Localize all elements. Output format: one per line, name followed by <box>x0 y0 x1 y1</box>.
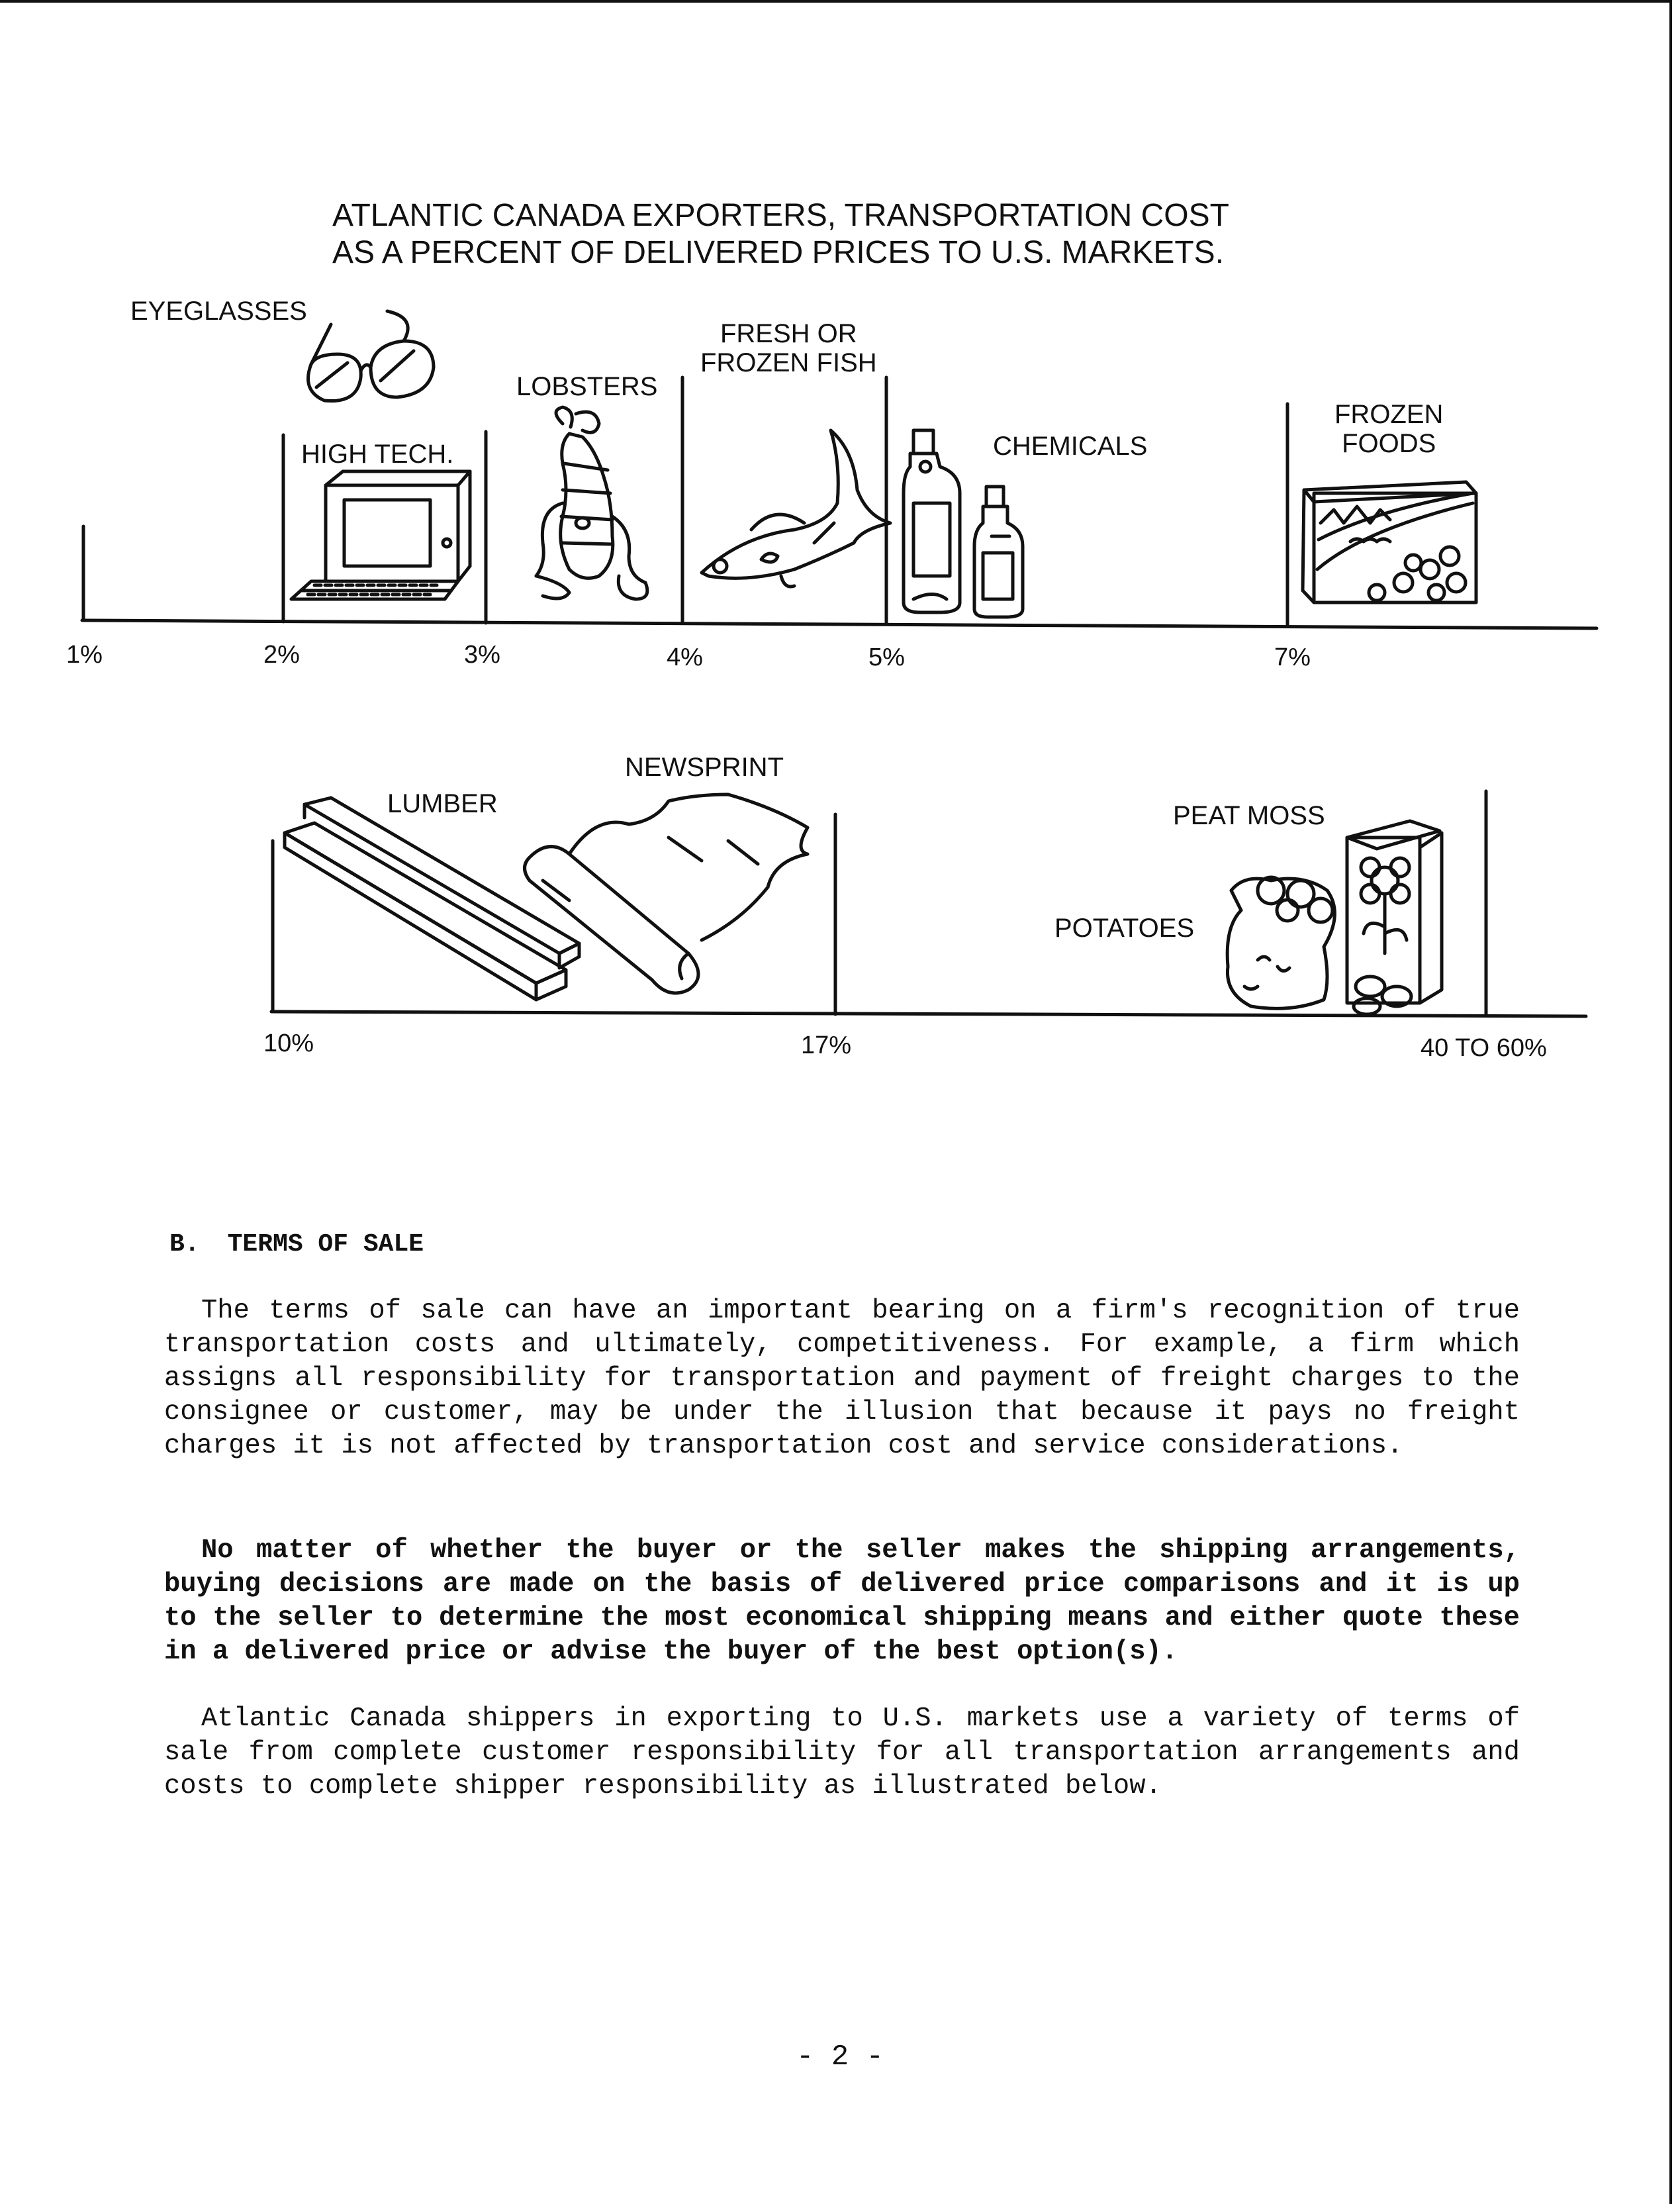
tick-10pct: 10% <box>263 1030 314 1057</box>
section-heading <box>169 1230 424 1259</box>
tick-3pct: 3% <box>464 641 500 669</box>
label-fish-line-2: FROZEN FISH <box>700 348 877 377</box>
tick-7pct: 7% <box>1274 644 1311 671</box>
label-frozen-foods <box>1334 400 1443 458</box>
computer-icon <box>291 471 470 599</box>
chart-title-line-2: AS A PERCENT OF DELIVERED PRICES TO U.S. MARKETS. <box>332 235 1225 270</box>
label-chemicals: CHEMICALS <box>993 432 1148 461</box>
label-fish-line-1: FRESH OR <box>720 319 857 348</box>
tick-5pct: 5% <box>868 644 905 671</box>
tick-4pct: 4% <box>667 644 703 671</box>
tick-1pct: 1% <box>66 641 103 669</box>
peat-moss-box-icon <box>1347 821 1442 1003</box>
label-eyeglasses: EYEGLASSES <box>130 297 307 326</box>
paragraph-1 <box>164 1294 1520 1463</box>
section-title: TERMS OF SALE <box>227 1230 424 1259</box>
lobster-icon <box>536 407 647 599</box>
paragraph-2-text: No matter of whether the buyer or the seller makes the shipping arrangements, buying decisions are made on the basis of delivered price comparisons and it is up to the seller to determine the most economical shipping means and either quote these in a delivered price or advise the buyer of the best option(s). <box>164 1535 1520 1667</box>
tick-17pct: 17% <box>801 1031 852 1059</box>
lumber-icon <box>285 798 579 1000</box>
label-newsprint: NEWSPRINT <box>625 753 784 782</box>
label-high-tech: HIGH TECH. <box>301 440 454 469</box>
chart-title-line-1: ATLANTIC CANADA EXPORTERS, TRANSPORTATION COST <box>332 198 1229 233</box>
paragraph-2 <box>164 1534 1520 1669</box>
fish-icon <box>702 430 890 587</box>
label-lumber: LUMBER <box>387 789 498 818</box>
section-letter: B. <box>169 1230 200 1259</box>
paragraph-3 <box>164 1702 1520 1803</box>
label-potatoes: POTATOES <box>1054 914 1195 943</box>
frozen-foods-icon <box>1303 482 1476 602</box>
paragraph-1-text: The terms of sale can have an important bearing on a firm's recognition of true transportation costs and ultimately, competitiveness. For example, a firm which assigns all responsibility for transportation and payment of freight charges to the consignee or customer, may be under the illusion that because it pays no freight charges it is not affected by transportation cost and service considerations. <box>164 1296 1520 1461</box>
tick-40-60pct: 40 TO 60% <box>1421 1034 1547 1062</box>
scale-2-baseline <box>271 1012 1586 1016</box>
label-fresh-frozen-fish <box>700 319 877 377</box>
label-peat-moss: PEAT MOSS <box>1173 801 1325 830</box>
page-number: - 2 - <box>796 2040 884 2074</box>
label-frozen-foods-line-2: FOODS <box>1342 429 1436 458</box>
eyeglasses-icon <box>308 311 434 401</box>
label-lobsters: LOBSTERS <box>516 372 658 401</box>
label-frozen-foods-line-1: FROZEN <box>1334 400 1444 429</box>
tick-2pct: 2% <box>263 641 300 669</box>
paragraph-3-text: Atlantic Canada shippers in exporting to U.S. markets use a variety of terms of sale from complete customer responsibility for all transportation arrangements and costs to complete shipper responsibility as illustrated below. <box>164 1703 1520 1801</box>
scale-1-baseline <box>82 620 1597 628</box>
